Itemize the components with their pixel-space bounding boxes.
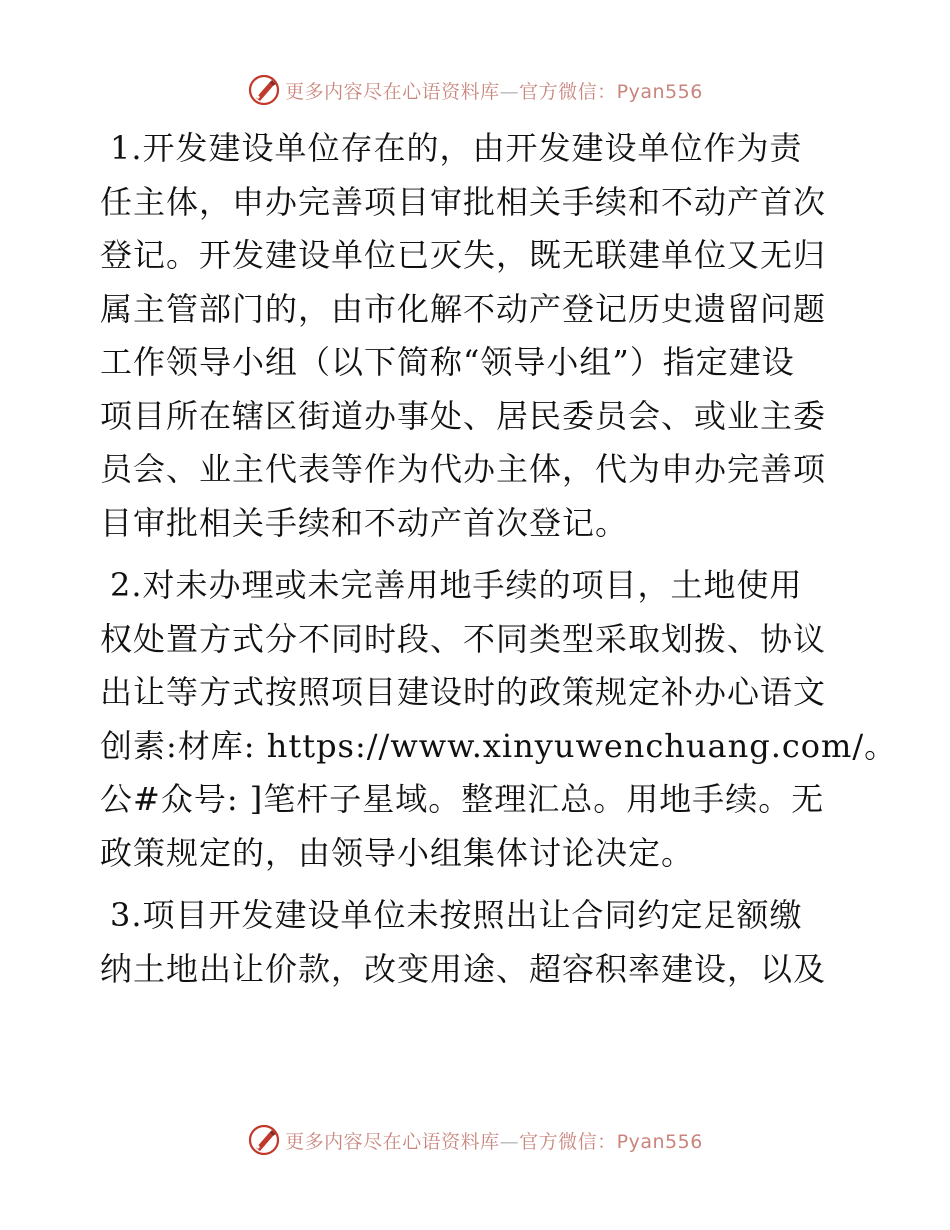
header-separator: —: [499, 80, 520, 103]
text-line: 3.项目开发建设单位未按照出让合同约定足额缴: [110, 896, 803, 934]
footer-wechat: 官方微信：Pyan556: [519, 1130, 703, 1153]
paragraph-3: [100, 889, 860, 996]
text-line: 出让等方式按照项目建设时的政策规定补办心语文: [100, 673, 827, 711]
text-line: 工作领导小组（以下简称“领导小组”）指定建设: [100, 343, 795, 381]
header-watermark: [0, 70, 950, 110]
footer-watermark: [0, 1120, 950, 1160]
text-line: 登记。开发建设单位已灭失，既无联建单位又无归: [100, 236, 827, 274]
header-brand: 更多内容尽在心语资料库: [285, 80, 500, 103]
text-line: 任主体，申办完善项目审批相关手续和不动产首次: [100, 182, 827, 221]
pen-logo-icon: [247, 73, 281, 107]
footer-separator: —: [499, 1130, 520, 1153]
text-line: 员会、业主代表等作为代办主体，代为申办完善项: [100, 450, 827, 488]
header-wechat: 官方微信：Pyan556: [519, 80, 703, 103]
pen-logo-icon: [247, 1123, 281, 1157]
text-line: 权处置方式分不同时段、不同类型采取划拨、协议: [100, 619, 827, 658]
text-line: 目审批相关手续和不动产首次登记。: [100, 503, 629, 542]
text-line: 创素:材库: https://www.xinyuwenchuang.com/。: [100, 726, 898, 765]
text-line: 项目所在辖区街道办事处、居民委员会、或业主委: [100, 396, 827, 435]
text-line: 2.对未办理或未完善用地手续的项目，土地使用: [110, 566, 803, 604]
document-body: [100, 122, 898, 1005]
paragraph-1: [100, 122, 860, 550]
text-line: 政策规定的，由领导小组集体讨论决定。: [100, 833, 695, 872]
text-line: 1.开发建设单位存在的，由开发建设单位作为责: [110, 129, 803, 167]
text-line: 公#众号: ]笔杆子星域。整理汇总。用地手续。无: [100, 780, 825, 818]
text-line: 属主管部门的，由市化解不动产登记历史遗留问题: [100, 289, 827, 328]
footer-brand: 更多内容尽在心语资料库: [285, 1130, 500, 1153]
text-line: 纳土地出让价款，改变用途、超容积率建设，以及: [100, 949, 827, 988]
paragraph-2: [100, 559, 898, 880]
